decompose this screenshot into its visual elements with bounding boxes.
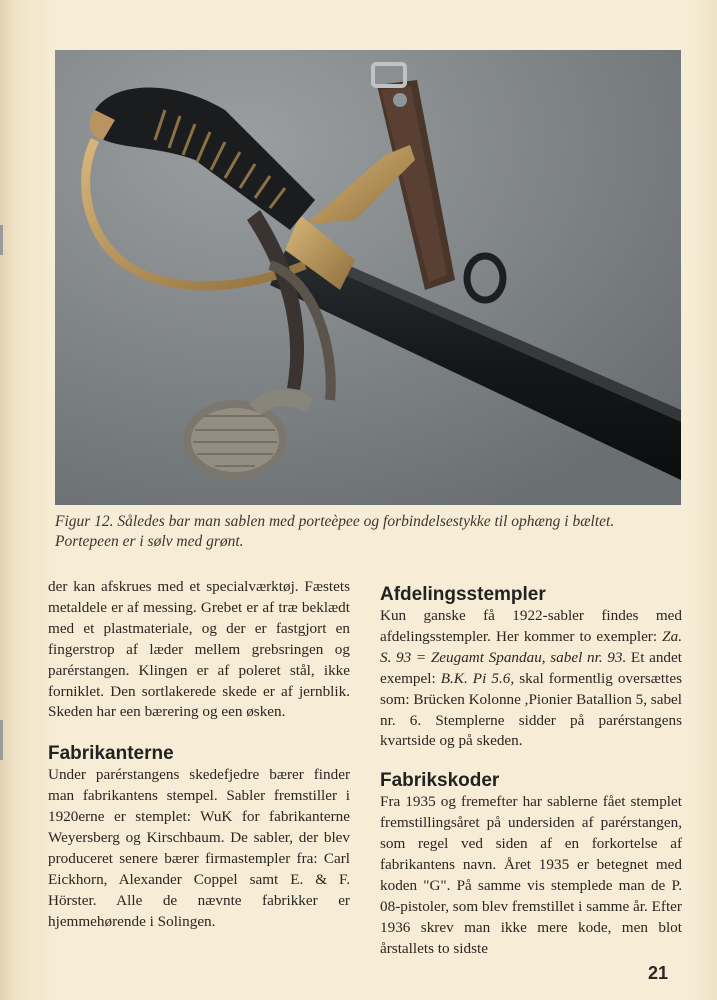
binding-mark-bottom [0,720,3,760]
fabrikanterne-paragraph: Under parérstangens skedefjedre bærer finder man fabrikantens stempel. Sabler fremstiller i 1920erne er stemplet: WuK for fabrikanterne Weyersberg og Kirschbaum. De sabler, der blev produceret senere bærer firmastempler fra: Carl Eickhorn, Alexander Coppel samt E. & F. Hörster. Alle de nævnte fabrikker er hjemmehørende i Solingen. [48,766,350,930]
left-column [48,577,350,933]
heading-fabrikskoder: Fabrikskoder [380,770,500,792]
heading-afdelingsstempler: Afdelingsstempler [380,584,546,605]
figure-photo [55,50,681,505]
para1-example-2: B.K. Pi 5.6, [440,669,515,687]
fabrikskoder-paragraph: Fra 1935 og fremefter har sablerne fået stemplet fremstillingsåret på undersiden af parérstangen, som regel ved siden af en forkortelse af fabrikantens navn. Året 1935 er betegnet med koden "G". På samme vis stemplede man de P. 08-pistoler, som blev fremstillet i samme år. Efter 1936 skrev man ikke mere kode, men blot årstallets to sidste [380,793,682,957]
intro-paragraph: der kan afskrues med et specialværktøj. Fæstets metaldele er af messing. Grebet er af træ beklædt med et plastmateriale, og der er fastgjort en fingerstrop af læder mellem grebsringen og parérstangen. Klingen er af poleret stål, ikke forniklet. Den sortlakerede skede er af jernblik. Skeden har een bærering og een øsken. [48,578,350,721]
figure-caption [55,512,685,552]
caption-line-1: Figur 12. Således bar man sablen med porteèpee og forbindelsestykke til ophæng i bæltet. [55,513,615,530]
para1-example-1: Za. S. 93 = Zeugamt Spandau, sabel nr. 93. [380,627,682,666]
afdelingsstempler-paragraph [380,606,682,752]
page-number: 21 [648,963,669,983]
right-column [380,584,682,960]
para1-text-c: Et andet exempel: [380,648,682,687]
para1-text-a: Kun ganske få 1922-sabler findes med afdelingsstempler. Her kommer to exempler: [380,607,682,645]
caption-line-2: Portepeen er i sølv med grønt. [55,533,244,550]
para1-text-e: skal formentlig oversættes som: Brücken Kolonne ,Pionier Batallion 5, sabel nr. 6. Stemplerne sidder på parérstangens kvartside og på skeden. [380,669,683,750]
heading-fabrikanterne: Fabrikanterne [48,743,174,765]
sabre-illustration [55,50,681,505]
binding-mark-top [0,225,3,255]
